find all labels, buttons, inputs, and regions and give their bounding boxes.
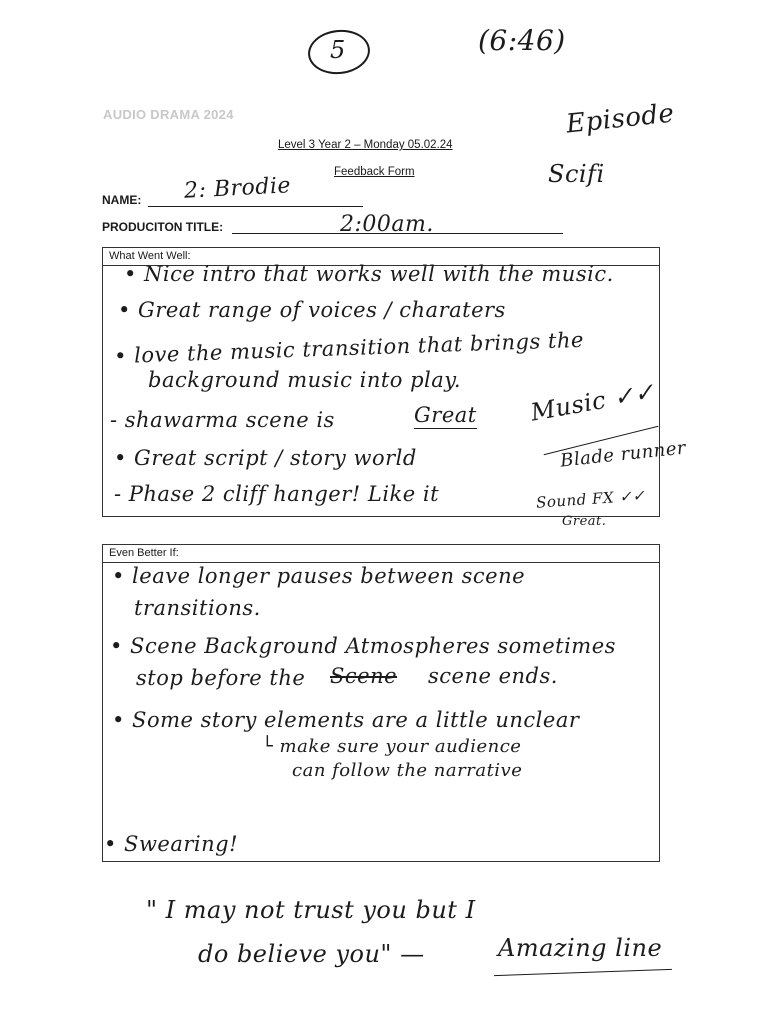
ebi-item-3: • Some story elements are a little unclear	[112, 708, 580, 732]
margin-note-great: Great.	[562, 514, 607, 529]
margin-note-blade-runner: Blade runner	[559, 437, 688, 472]
wwf-item-3-cont: background music into play.	[148, 368, 462, 392]
circled-number: 5	[330, 36, 346, 64]
name-label: NAME:	[102, 193, 142, 207]
ebi-item-1: • leave longer pauses between scene	[112, 564, 526, 588]
margin-note-music: Music ✓✓	[528, 377, 657, 427]
ebi-item-2: • Scene Background Atmospheres sometimes	[110, 634, 616, 658]
name-value: 2: Brodie	[183, 173, 292, 204]
quote-line-2: do believe you" —	[198, 940, 425, 968]
wwf-item-3: • love the music transition that brings the	[113, 327, 585, 369]
even-better-if-heading: Even Better If:	[103, 545, 659, 563]
form-header: AUDIO DRAMA 2024	[103, 107, 234, 122]
quote-line-1: " I may not trust you but I	[146, 896, 476, 924]
wwf-item-6: - Phase 2 cliff hanger! Like it	[114, 482, 440, 506]
ebi-item-2-cont: stop before the	[136, 666, 306, 690]
ebi-item-3-sub: └ make sure your audience	[262, 736, 522, 757]
quote-comment: Amazing line	[498, 934, 663, 962]
form-title: Feedback Form	[334, 166, 415, 178]
genre-note: Scifi	[548, 160, 605, 188]
ebi-item-2-end: scene ends.	[428, 664, 558, 688]
ebi-item-3-sub-cont: can follow the narrative	[292, 760, 523, 781]
wwf-item-4: - shawarma scene is	[110, 408, 335, 432]
what-went-well-heading: What Went Well:	[103, 248, 659, 266]
wwf-item-5: • Great script / story world	[114, 446, 417, 470]
production-value: 2:00am.	[340, 212, 434, 237]
comment-underline	[494, 969, 672, 976]
ebi-item-2-crossed: Scene	[330, 664, 398, 688]
name-line	[148, 206, 363, 207]
ebi-item-1-cont: transitions.	[134, 596, 261, 620]
wwf-item-1: • Nice intro that works well with the music.	[124, 262, 614, 286]
wwf-item-4-great: Great	[414, 403, 477, 427]
level-line: Level 3 Year 2 – Monday 05.02.24	[278, 139, 453, 151]
margin-note-sound-fx: Sound FX ✓✓	[535, 486, 646, 512]
episode-note: Episode	[564, 98, 676, 140]
wwf-item-2: • Great range of voices / charaters	[118, 298, 506, 322]
even-better-if-box	[102, 544, 660, 862]
production-label: PRODUCITON TITLE:	[102, 220, 224, 234]
ebi-item-4: • Swearing!	[104, 832, 239, 856]
duration-note: (6:46)	[478, 24, 566, 57]
